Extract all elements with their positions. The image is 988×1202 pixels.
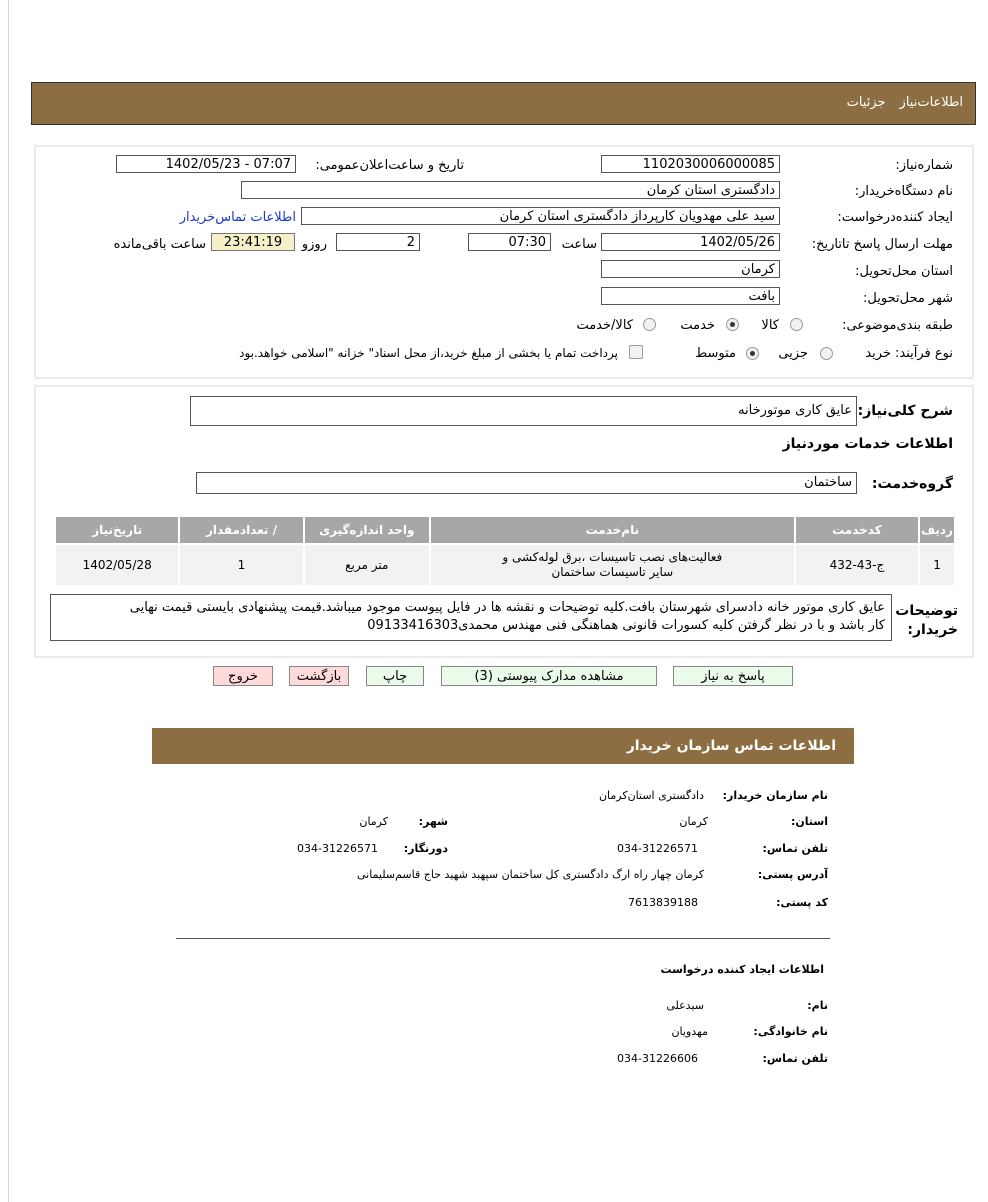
delivery-city-label: شهر محل‌تحویل: [863,291,953,306]
days-field: 2 [336,233,420,251]
need-number-label: شماره‌نیاز: [895,158,953,173]
header-details: جزئیات [846,95,886,110]
contact-fax-label: دورنگار: [403,842,448,855]
category-label: طبقه بندی‌موضوعی: [842,318,953,333]
col-service-name: نام‌خدمت [431,517,794,543]
table-row [56,545,954,585]
process-minor-radio[interactable] [820,347,833,360]
cell-quantity: 1 [180,545,302,585]
service-group-field: ساختمان [196,472,857,494]
need-info-header [31,82,976,125]
deadline-date-field: 1402/05/26 [601,233,780,251]
category-service-radio[interactable] [726,318,739,331]
process-medium-radio[interactable] [746,347,759,360]
buyer-notes-label: توضیحات خریدار: [895,603,958,638]
contact-divider [176,938,830,939]
treasury-payment-note: پرداخت تمام یا بخشی از مبلغ خرید،از محل اسناد" خزانه "اسلامی خواهد.بود [239,346,618,360]
attachments-button[interactable]: مشاهده مدارک پیوستی (3) [441,666,657,686]
creator-family-value: مهدویان [671,1025,708,1038]
buyer-notes-field [50,594,892,641]
deadline-label: مهلت ارسال پاسخ تا‌تاریخ: [811,237,953,252]
delivery-province-label: استان محل‌تحویل: [855,264,953,279]
col-quantity: / تعدادمقدار [180,517,302,543]
creator-label: ایجاد کننده‌درخواست: [837,210,953,225]
col-row: ردیف [920,517,954,543]
service-group-label: گروه‌خدمت: [871,476,953,492]
contact-header [152,728,854,764]
reply-button[interactable]: پاسخ به نیاز [673,666,793,686]
buyer-notes-line2: کار باشد و با در نظر گرفتن کلیه کسورات قانونی هماهنگی فنی مهندس محمدی09133416303 [367,618,885,633]
delivery-province-field: کرمان [601,260,780,278]
creator-field: سید علی مهدویان کارپرداز دادگستری استان کرمان [301,207,780,225]
creator-phone-label: تلفن تماس: [762,1052,828,1065]
left-border-line [8,0,9,1202]
buyer-field: دادگستری استان کرمان [241,181,780,199]
creator-family-label: نام خانوادگی: [753,1025,828,1038]
org-value: دادگستری استان‌کرمان [598,789,704,802]
cell-service-name [431,545,794,585]
contact-title: اطلاعات تماس سازمان خریدار [626,738,836,754]
summary-label: شرح کلی‌نیاز: [857,403,953,419]
contact-fax-value: 034-31226571 [297,842,378,855]
contact-city-label: شهر: [418,815,448,828]
creator-phone-value: 034-31226606 [617,1052,698,1065]
contact-city-value: کرمان [359,815,388,828]
creator-info-title: اطلاعات ایجاد کننده درخواست [660,963,824,976]
days-label: روزو [301,237,327,252]
process-label: نوع فرآیند: [895,346,953,361]
postal-label: کد پستی: [776,896,828,909]
contact-phone-label: تلفن تماس: [762,842,828,855]
category-goods-label: کالا [761,318,779,333]
creator-name-label: نام: [807,999,828,1012]
creator-name-value: سیدعلی [666,999,704,1012]
category-service-label: خدمت [680,318,715,333]
buyer-label: نام دستگاه‌خریدار: [854,184,953,199]
remaining-label: ساعت باقی‌مانده [113,237,206,252]
contact-province-value: کرمان [679,815,708,828]
buyer-contact-link[interactable]: اطلاعات تماس‌خریدار [179,210,296,225]
cell-service-code: ج-43-432 [796,545,918,585]
summary-field: عایق کاری موتورخانه [190,396,857,426]
service-name-line2: سایر تاسیسات ساختمان [551,565,674,579]
cell-need-date: 1402/05/28 [56,545,178,585]
deadline-time-field: 07:30 [468,233,551,251]
need-number-field: 1102030006000085 [601,155,780,173]
header-title [833,95,963,110]
header-need-info: اطلاعات‌نیاز [899,95,963,110]
table-header-row [56,517,954,543]
announce-date-field: 1402/05/23 - 07:07 [116,155,296,173]
postal-value: 7613839188 [628,896,698,909]
cell-row: 1 [920,545,954,585]
col-unit: واحد اندازه‌گیری [305,517,429,543]
contact-phone-value: 034-31226571 [617,842,698,855]
org-label: نام سازمان خریدار: [722,789,828,802]
remaining-time-field: 23:41:19 [211,233,295,251]
contact-province-label: استان: [791,815,828,828]
service-name-line1: فعالیت‌های نصب تاسیسات ،برق لوله‌کشی و [502,550,723,564]
back-button[interactable]: بازگشت [289,666,349,686]
category-goods-radio[interactable] [790,318,803,331]
cell-unit: متر مربع [305,545,429,585]
address-label: آدرس پستی: [757,868,828,881]
process-minor-label: جزیی [778,346,808,361]
category-goods-service-label: کالا/خدمت [576,318,633,333]
announce-date-label: تاریخ و ساعت‌اعلان‌عمومی: [315,158,464,173]
col-need-date: تاریخ‌نیاز [56,517,178,543]
exit-button[interactable]: خروج [213,666,273,686]
services-section-title: اطلاعات خدمات موردنیاز [782,436,953,452]
deadline-time-label: ساعت [561,237,597,252]
address-value: کرمان چهار راه ارگ دادگستری کل ساختمان سپهبد شهید حاج قاسم‌سلیمانی [356,868,704,881]
buyer-notes-line1: عایق کاری موتور خانه دادسرای شهرستان بافت.کلیه توضیحات و نقشه ها در فایل پیوست موجود میباشد.قیمت پیشنهادی بایستی قیمت نهایی [129,600,885,615]
treasury-payment-checkbox[interactable] [629,345,643,359]
delivery-city-field: بافت [601,287,780,305]
services-table [54,515,956,587]
print-button[interactable]: چاپ [366,666,424,686]
col-service-code: کدخدمت [796,517,918,543]
process-buy-label: خرید [865,346,891,361]
category-goods-service-radio[interactable] [643,318,656,331]
process-medium-label: متوسط [695,346,736,361]
